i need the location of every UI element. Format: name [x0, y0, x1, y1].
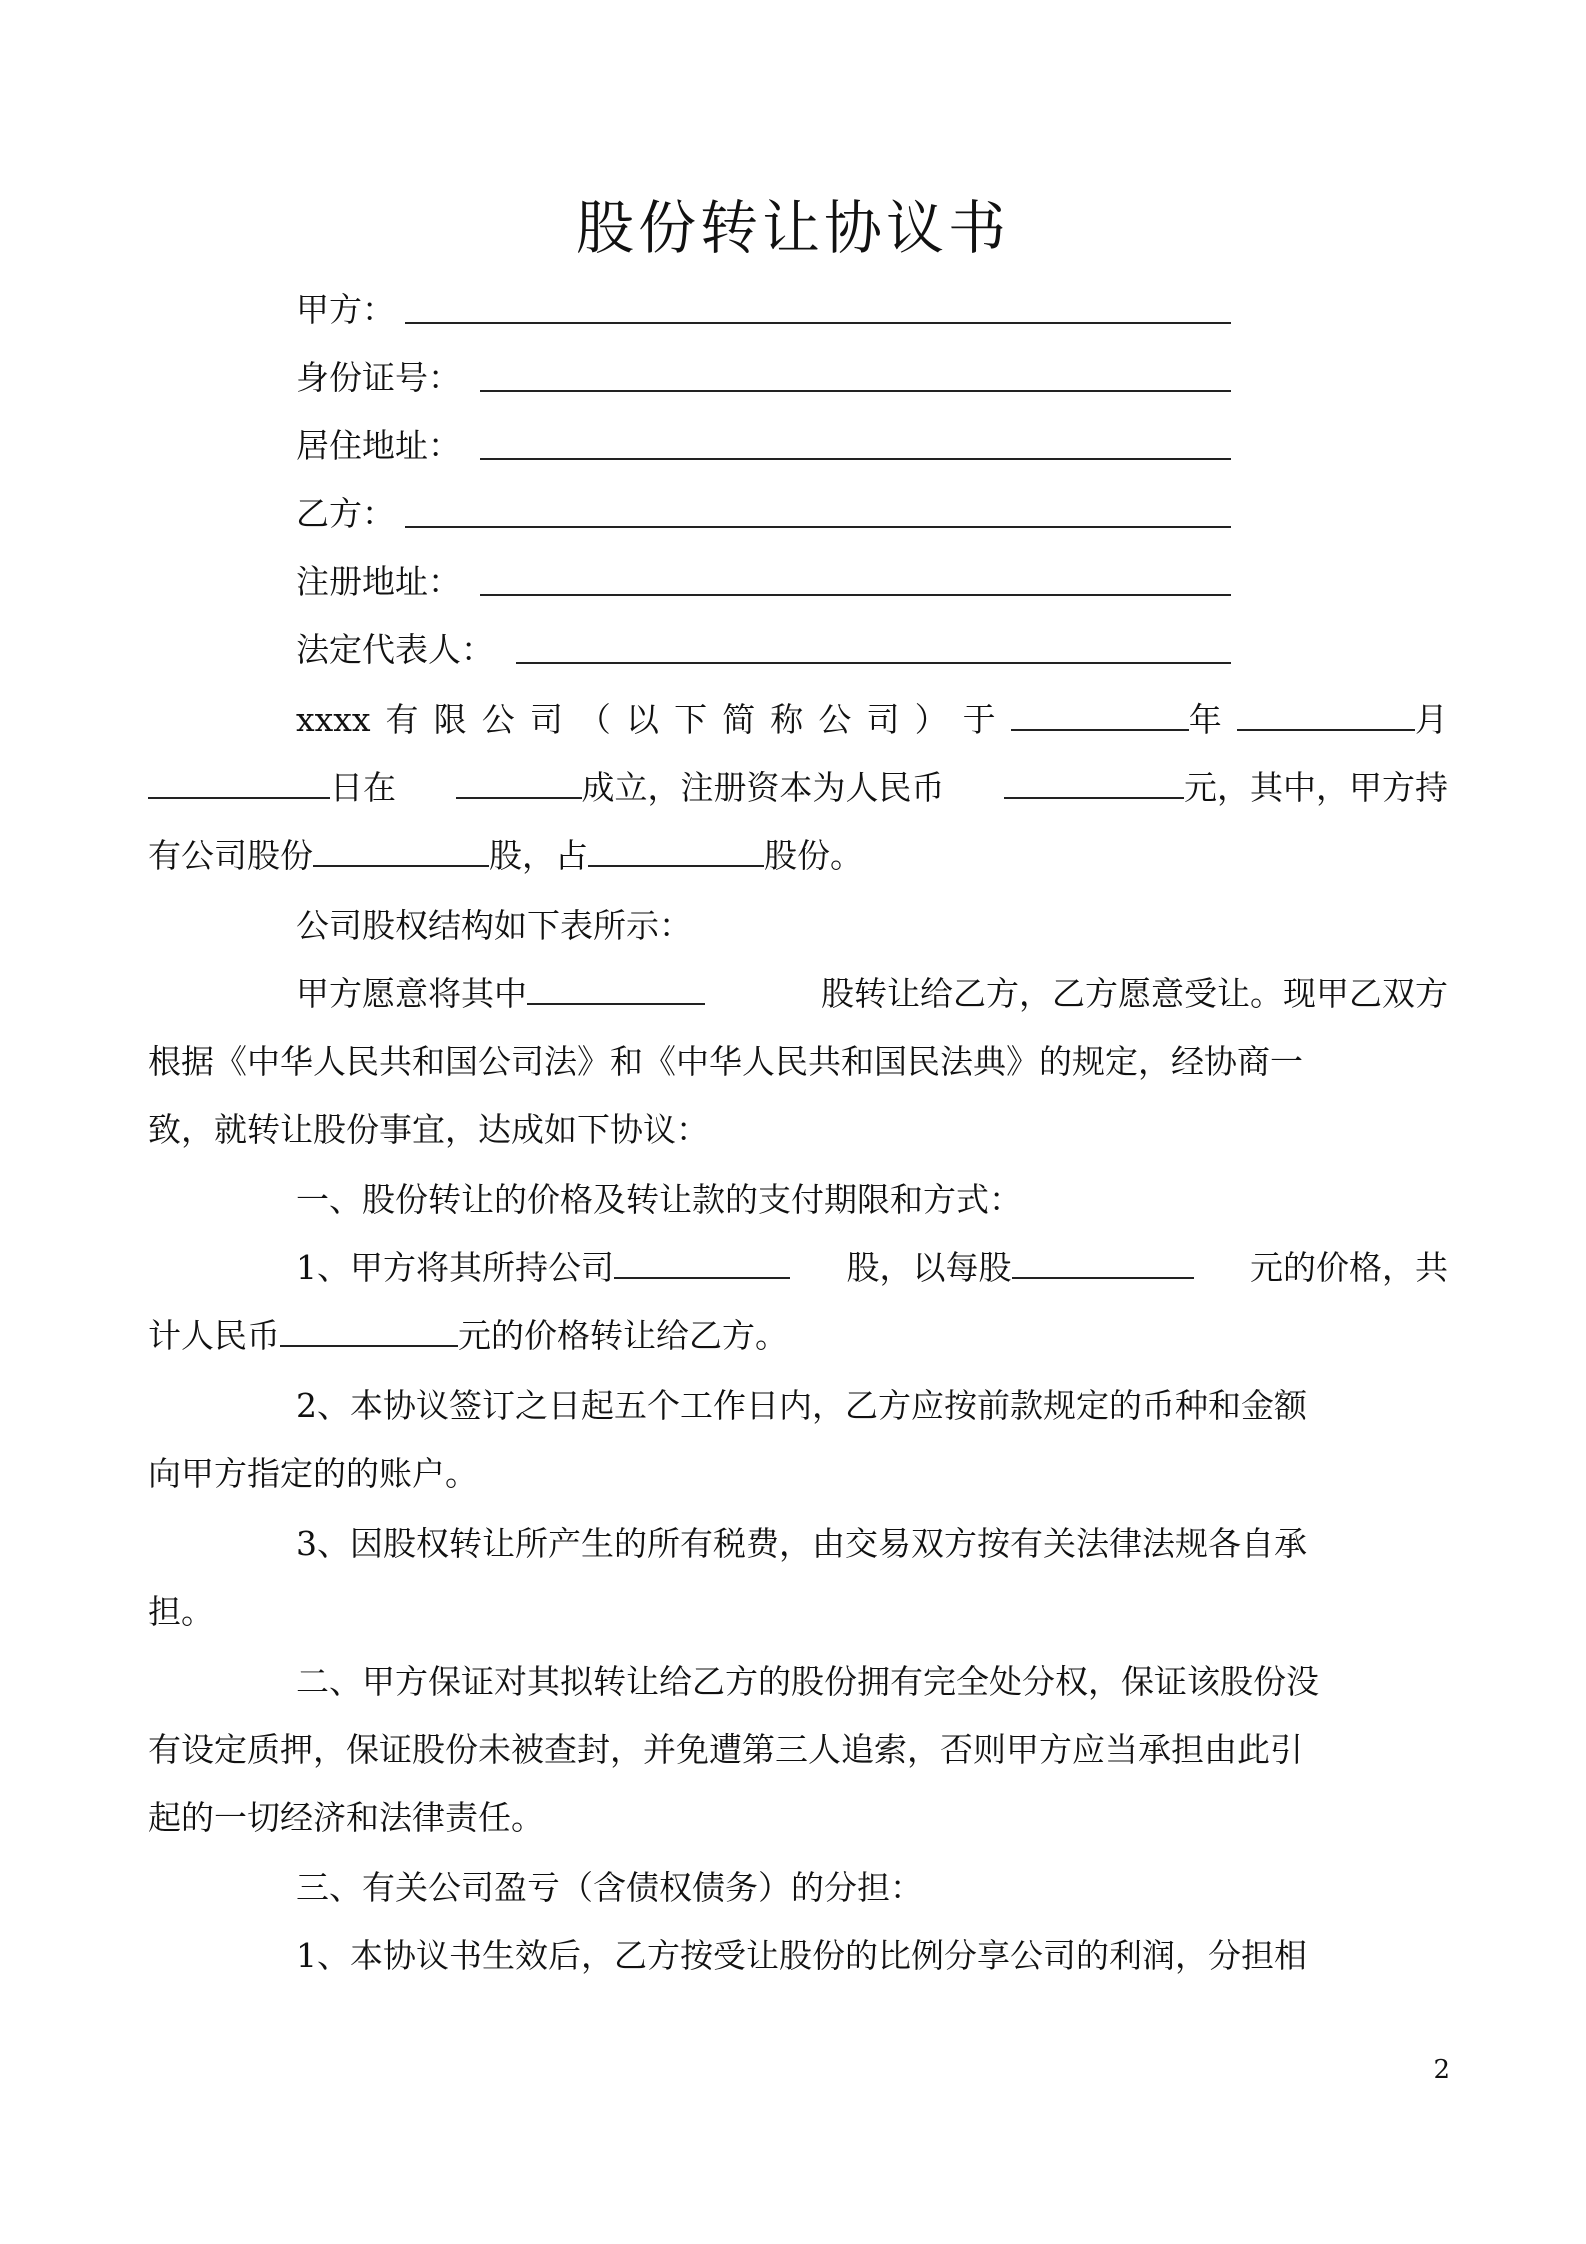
- text-char: 限: [433, 700, 467, 739]
- shares-held-blank[interactable]: [313, 835, 489, 867]
- legal-representative-blank[interactable]: [516, 662, 1231, 664]
- text-char: 公: [818, 700, 852, 739]
- paragraph-line: 担。: [148, 1592, 214, 1631]
- transfer-text: 甲方愿意将其中: [296, 974, 527, 1013]
- paragraph-line: [296, 972, 1448, 1016]
- share-text: 股份。: [764, 836, 863, 875]
- month-blank[interactable]: [1237, 699, 1415, 731]
- text-char: 有: [385, 700, 419, 739]
- transfer-shares-blank[interactable]: [527, 973, 705, 1005]
- registered-address-blank[interactable]: [480, 594, 1231, 596]
- clause-text: 元的价格转让给乙方。: [458, 1316, 788, 1355]
- text-char: 下: [674, 700, 708, 739]
- year-blank[interactable]: [1011, 699, 1189, 731]
- paragraph-line: 三、有关公司盈亏（含债权债务）的分担：: [296, 1868, 923, 1907]
- residence-address-label: 居住地址：: [296, 426, 461, 465]
- residence-address-blank[interactable]: [480, 458, 1231, 460]
- company-name-text: xxxx: [296, 700, 371, 739]
- id-number-blank[interactable]: [480, 390, 1231, 392]
- total-price-blank[interactable]: [280, 1315, 458, 1347]
- party-b-blank[interactable]: [405, 526, 1231, 528]
- text-char: 司: [529, 700, 563, 739]
- paragraph-line: [296, 1246, 1448, 1290]
- text-char: 以: [626, 700, 660, 739]
- paragraph-line: 根据《中华人民共和国公司法》和《中华人民共和国民法典》的规定，经协商一: [148, 1042, 1303, 1081]
- paragraph-line: [148, 1314, 788, 1358]
- paragraph-line: 二、甲方保证对其拟转让给乙方的股份拥有完全处分权，保证该股份没: [296, 1662, 1319, 1701]
- place-blank[interactable]: [456, 767, 582, 799]
- day-label: 日在: [330, 768, 396, 807]
- established-text: 成立，注册资本为人民币: [581, 768, 945, 807]
- party-b-label: 乙方：: [296, 494, 395, 533]
- text-char: ）: [914, 700, 948, 739]
- transfer-shares-count-blank[interactable]: [614, 1247, 790, 1279]
- paragraph-line: [148, 834, 863, 878]
- document-title: 股份转让协议书: [575, 194, 1010, 262]
- registered-address-label: 注册地址：: [296, 562, 461, 601]
- paragraph-line: 一、股份转让的价格及转让款的支付期限和方式：: [296, 1180, 1022, 1219]
- shares-unit-text: 股，占: [489, 836, 588, 875]
- year-label: 年: [1188, 700, 1222, 739]
- share-ratio-blank[interactable]: [588, 835, 764, 867]
- text-char: 司: [866, 700, 900, 739]
- paragraph-line: 致，就转让股份事宜，达成如下协议：: [148, 1110, 709, 1149]
- clause-text: 元的价格，共: [1250, 1248, 1448, 1287]
- holds-shares-text: 有公司股份: [148, 836, 313, 875]
- clause-text: 股，以每股: [846, 1248, 1012, 1287]
- paragraph-line: [148, 766, 1448, 810]
- clause-text: 计人民币: [148, 1316, 280, 1355]
- paragraph-line: [296, 698, 1448, 742]
- clause-text: 1、甲方将其所持公司: [296, 1248, 614, 1287]
- text-char: （: [577, 700, 611, 739]
- text-char: 于: [962, 700, 996, 739]
- transfer-text-b: 股转让给乙方，乙方愿意受让。现甲乙双方: [821, 974, 1448, 1013]
- text-char: 简: [722, 700, 756, 739]
- day-blank[interactable]: [148, 767, 330, 799]
- paragraph-line: 有设定质押，保证股份未被查封，并免遭第三人追索，否则甲方应当承担由此引: [148, 1730, 1303, 1769]
- id-number-label: 身份证号：: [296, 358, 461, 397]
- paragraph-line: 起的一切经济和法律责任。: [148, 1798, 544, 1837]
- party-a-label: 甲方：: [296, 290, 395, 329]
- page-number: 2: [1433, 2055, 1450, 2085]
- paragraph-line: 公司股权结构如下表所示：: [296, 906, 692, 945]
- party-a-blank[interactable]: [405, 322, 1231, 324]
- month-label: 月: [1414, 700, 1448, 739]
- paragraph-line: 1、本协议书生效后，乙方按受让股份的比例分享公司的利润，分担相: [296, 1936, 1307, 1975]
- text-char: 公: [481, 700, 515, 739]
- paragraph-line: 2、本协议签订之日起五个工作日内，乙方应按前款规定的币种和金额: [296, 1386, 1307, 1425]
- capital-unit-text: 元，其中，甲方持: [1184, 768, 1448, 807]
- paragraph-line: 向甲方指定的的账户。: [148, 1454, 478, 1493]
- legal-representative-label: 法定代表人：: [296, 630, 494, 669]
- registered-capital-blank[interactable]: [1004, 767, 1184, 799]
- paragraph-line: 3、因股权转让所产生的所有税费，由交易双方按有关法律法规各自承: [296, 1524, 1307, 1563]
- text-char: 称: [770, 700, 804, 739]
- price-per-share-blank[interactable]: [1012, 1247, 1194, 1279]
